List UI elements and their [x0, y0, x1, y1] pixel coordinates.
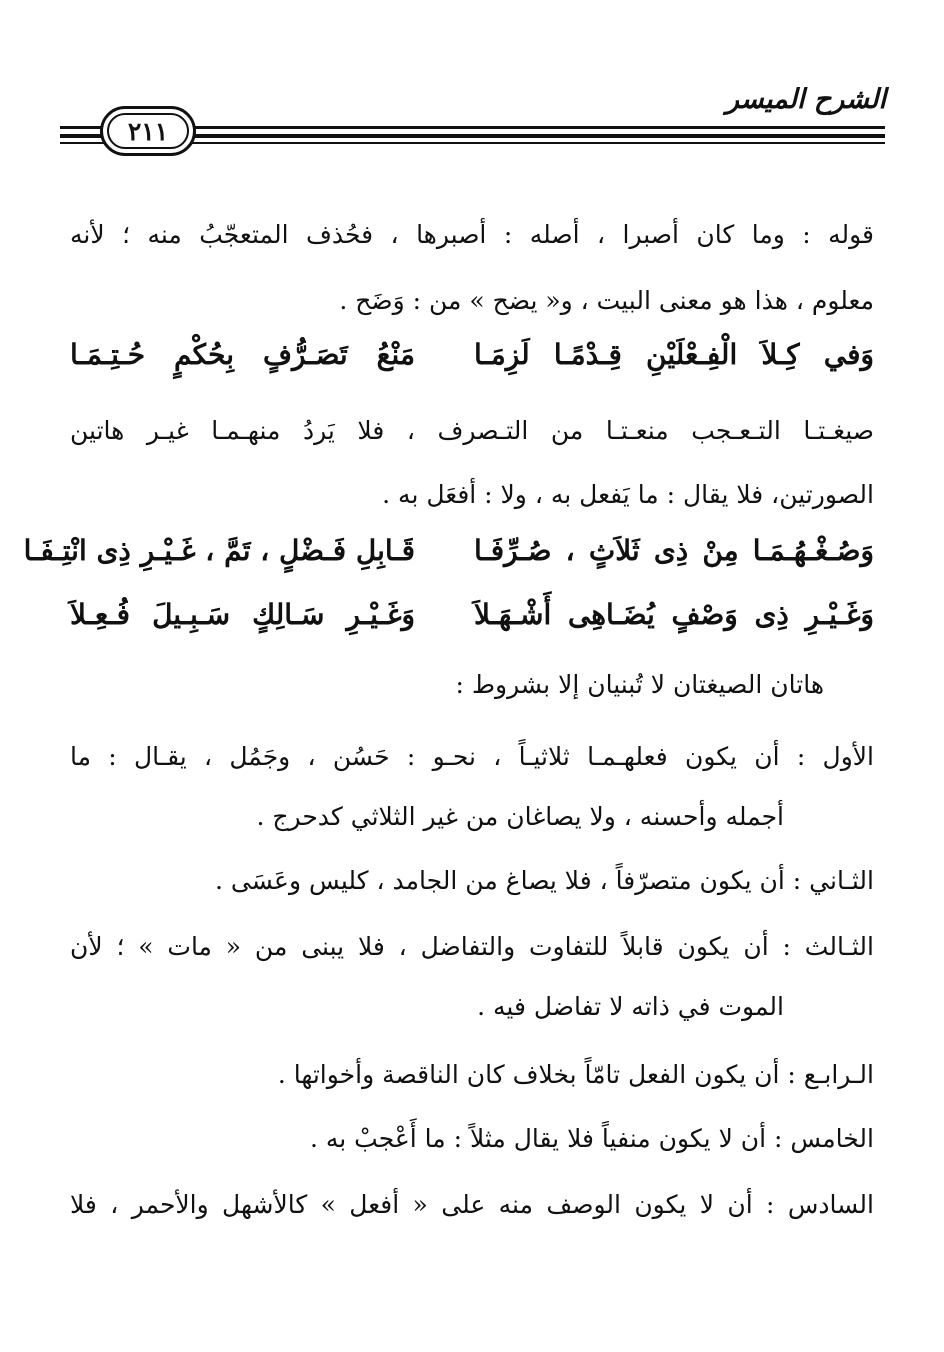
condition-continuation: الموت في ذاته لا تفاضل فيه .: [477, 992, 784, 1021]
verse-hemistich-left: وَغَـيْـرِ سَـالِكٍ سَـبِـيلَ فُـعِـلاَ: [70, 598, 415, 631]
verse-hemistich-left: قَـابِلِ فَـضْلٍ ، تَمَّ ، غَـيْـرِ ذِى انْتِـفَـا: [23, 534, 415, 567]
verse-hemistich-right: وَفي كِـلاَ الْفِـعْلَيْنِ قِـدْمًـا لَزِمَـا: [474, 338, 874, 371]
page-number: ٢١١: [127, 116, 169, 146]
condition-line: الخامس : أن لا يكون منفياً فلا يقال مثلاً : ما أَعْجبْ به .: [309, 1124, 874, 1153]
text-line: قوله : وما كان أصبرا ، أصله : أصبرها ، فحُذف المتعجّبُ منه ؛ لأنه: [70, 220, 874, 249]
condition-line: الأول : أن يكون فعلهـمـا ثلاثيـاً ، نحـو : حَسُن ، وجَمُل ، يقـال : ما: [70, 742, 874, 771]
condition-line: الـرابـع : أن يكون الفعل تامّاً بخلاف كان الناقصة وأخواتها .: [277, 1060, 874, 1089]
text-line: هاتان الصيغتان لا تُبنيان إلا بشروط :: [455, 670, 824, 699]
verse-hemistich-left: مَنْعُ تَصَـرُّفٍ بِحُكْمٍ حُـتِـمَـا: [70, 338, 415, 371]
verse-hemistich-right: وَصُـغْـهُـمَـا مِنْ ذِى ثَلاَثٍ ، صُـرِّفَـا: [474, 534, 874, 567]
page-number-badge: [100, 106, 196, 156]
running-header-title: الشرح الميسر: [725, 84, 886, 115]
condition-line: الثـاني : أن يكون متصرّفاً ، فلا يصاغ من الجامد ، كليس وعَسَى .: [215, 866, 874, 895]
text-line: الصورتين، فلا يقال : ما يَفعل به ، ولا : أفعَل به .: [382, 480, 874, 509]
text-line: صيغـتـا التـعـجب منعـتـا من التـصرف ، فلا يَردُ منهـمـا غيـر هاتين: [70, 416, 874, 445]
text-line: معلوم ، هذا هو معنى البيت ، و« يضح » من : وَضَح .: [339, 286, 874, 315]
condition-line: الثـالث : أن يكون قابلاً للتفاوت والتفاضل ، فلا يبنى من « مات » ؛ لأن: [70, 932, 874, 961]
verse-hemistich-right: وَغَـيْـرِ ذِى وَصْفٍ يُضَـاهِى أَشْـهَـلاَ: [474, 598, 874, 631]
condition-continuation: أجمله وأحسنه ، ولا يصاغان من غير الثلاثي كدحرج .: [256, 802, 784, 831]
condition-line: السادس : أن لا يكون الوصف منه على « أفعل » كالأشهل والأحمر ، فلا: [70, 1190, 874, 1219]
